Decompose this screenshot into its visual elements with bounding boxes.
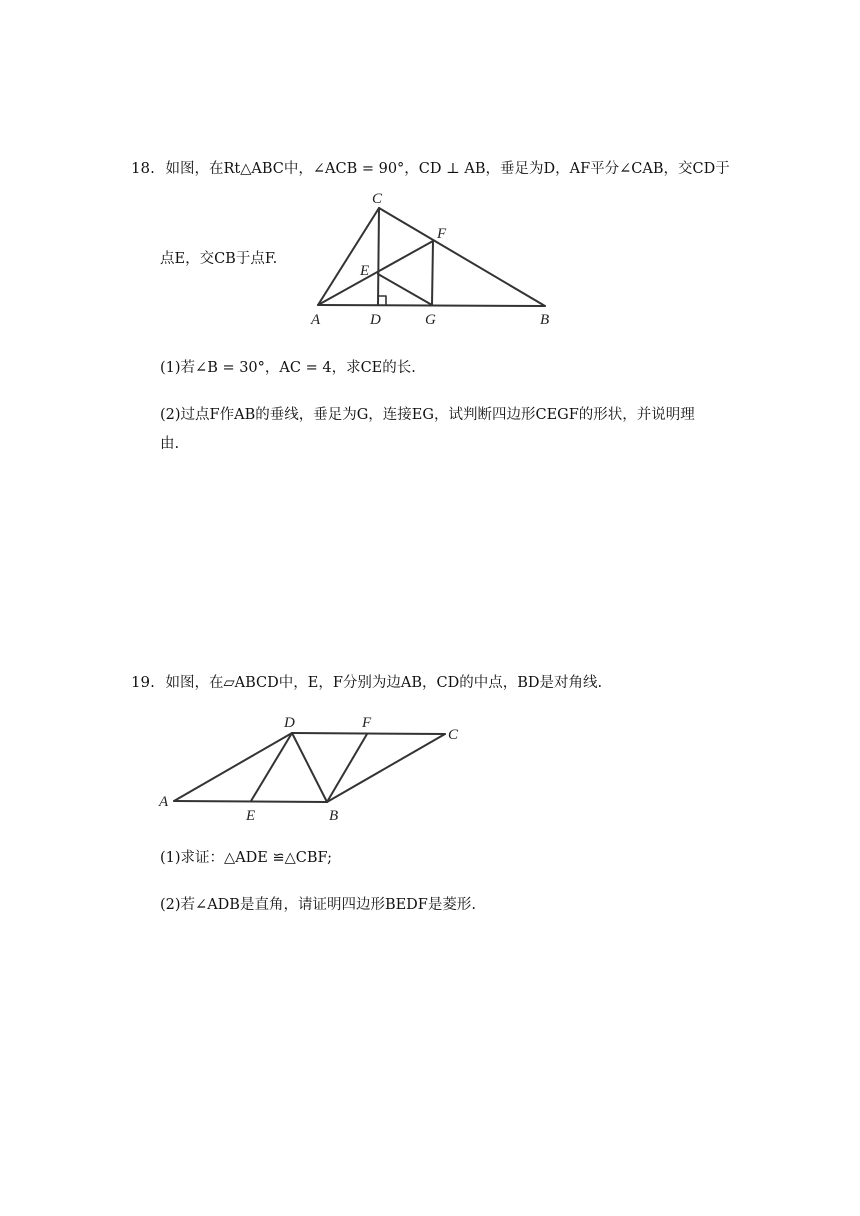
label-A: A [311, 312, 321, 328]
label-E: E [360, 263, 370, 279]
q19-part2: (2)若∠ADB是直角，请证明四边形BEDF是菱形. [160, 897, 476, 913]
label-A: A [159, 794, 169, 810]
label-D: D [284, 715, 295, 731]
label-C: C [372, 191, 383, 207]
label-G: G [425, 312, 436, 328]
q18-part2-line2: 由. [160, 436, 180, 452]
segment-BF [327, 734, 367, 802]
label-C: C [448, 727, 459, 743]
label-F: F [362, 715, 372, 731]
q18-part1: (1)若∠B = 30°，AC = 4，求CE的长. [160, 360, 416, 376]
segment-BC [327, 734, 445, 802]
q18-part2-line1: (2)过点F作AB的垂线，垂足为G，连接EG，试判断四边形CEGF的形状，并说明理 [160, 407, 695, 423]
label-F: F [437, 226, 447, 242]
segment-DC [292, 733, 445, 734]
label-B: B [540, 312, 550, 328]
q19-number: 19. [131, 673, 155, 691]
q18-stem-continuation: 点E，交CB于点F. [160, 251, 278, 267]
q18-stem: 如图，在Rt△ABC中，∠ACB = 90°，CD ⊥ AB，垂足为D，AF平分∠CAB，交CD于 [165, 161, 730, 177]
segment-DE [251, 733, 292, 801]
label-B: B [329, 808, 339, 824]
label-D: D [370, 312, 381, 328]
q19-part1: (1)求证：△ADE ≌△CBF; [160, 850, 332, 866]
q19-stem: 如图，在▱ABCD中，E，F分别为边AB，CD的中点，BD是对角线. [165, 675, 603, 691]
q18-number: 18. [131, 159, 155, 177]
segment-BD [292, 733, 327, 802]
label-E: E [246, 808, 256, 824]
segment-AD [174, 733, 292, 801]
